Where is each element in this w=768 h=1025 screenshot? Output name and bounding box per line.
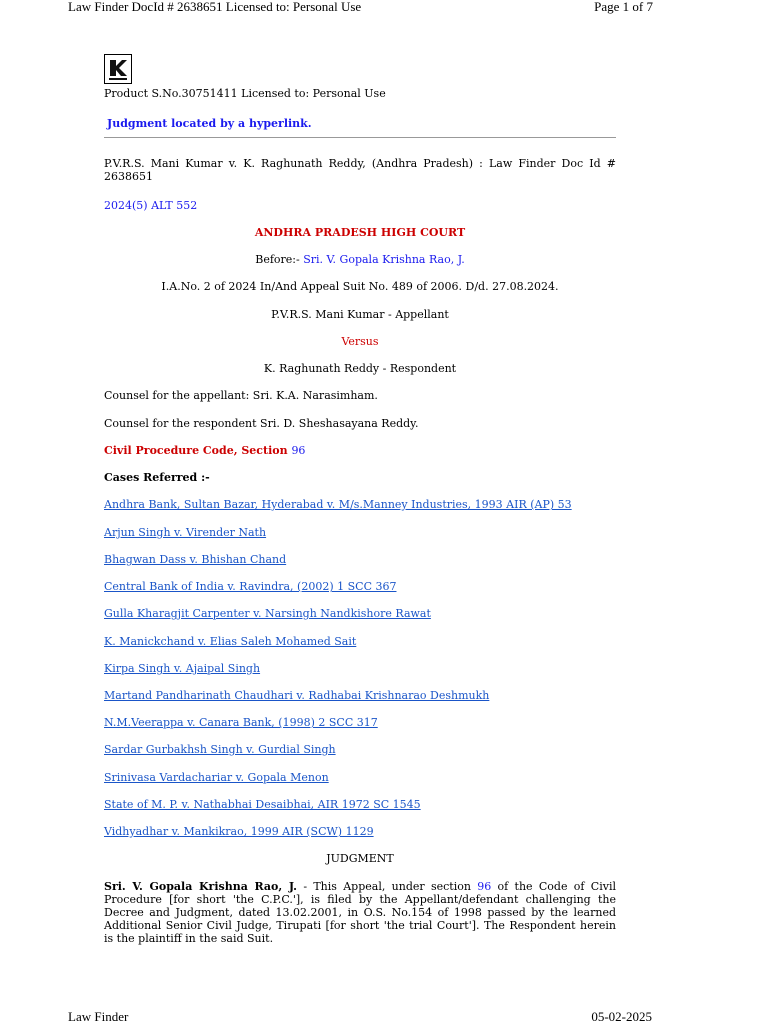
body-text-2: of the Code of Civil Procedure [for short 'the C.P.C.'], is filed by the Appellant/defendant challenging the Decree and Judgment, dated 13.02.2001, in O.S. No.154 of 1998 passed by the learned Additional Senior Civil Judge, Tirupati [for short 'the trial Court']. The Respondent herein is the plaintiff in the said Suit. <box>104 880 616 945</box>
case-number: I.A.No. 2 of 2024 In/And Appeal Suit No. 489 of 2006. D/d. 27.08.2024. <box>161 280 559 293</box>
judgment-paragraph <box>104 880 616 945</box>
case-link[interactable]: Arjun Singh v. Virender Nath <box>104 526 267 539</box>
case-link[interactable]: Srinivasa Vardachariar v. Gopala Menon <box>104 771 329 784</box>
statute-label: Civil Procedure Code, Section <box>104 444 292 457</box>
product-line: Product S.No.30751411 Licensed to: Personal Use <box>104 87 386 100</box>
before-label: Before:- <box>255 253 304 266</box>
header-page-number: Page 1 of 7 <box>594 0 653 14</box>
footer-brand: Law Finder <box>68 1009 129 1024</box>
citation-title: P.V.R.S. Mani Kumar v. K. Raghunath Reddy, (Andhra Pradesh) : Law Finder Doc Id # 2638651 <box>104 157 616 183</box>
footer-date: 05-02-2025 <box>591 1009 652 1024</box>
hyperlink-note[interactable]: Judgment located by a hyperlink. <box>107 117 312 130</box>
appellant: P.V.R.S. Mani Kumar - Appellant <box>271 308 449 321</box>
court-name: ANDHRA PRADESH HIGH COURT <box>254 226 466 239</box>
bench-line <box>104 253 616 266</box>
case-link[interactable]: Sardar Gurbakhsh Singh v. Gurdial Singh <box>104 743 336 756</box>
case-link[interactable]: Kirpa Singh v. Ajaipal Singh <box>104 662 261 675</box>
cases-referred-label: Cases Referred :- <box>104 471 210 484</box>
counsel-appellant: Counsel for the appellant: Sri. K.A. Narasimham. <box>104 389 378 402</box>
versus: Versus <box>341 335 379 348</box>
divider <box>104 137 616 138</box>
statute-line <box>104 444 616 457</box>
body-text-1: - This Appeal, under section <box>297 880 478 893</box>
judgment-heading: JUDGMENT <box>326 852 394 865</box>
chawla-logo-icon <box>104 54 132 84</box>
statute-section-link[interactable]: 96 <box>291 444 306 457</box>
body-judge-name: Sri. V. Gopala Krishna Rao, J. <box>104 880 297 893</box>
report-citation: 2024(5) ALT 552 <box>104 199 198 212</box>
header-doc-info: Law Finder DocId # 2638651 Licensed to: Personal Use <box>68 0 362 14</box>
case-link[interactable]: Gulla Kharagjit Carpenter v. Narsingh Nandkishore Rawat <box>104 607 431 620</box>
judge-name: Sri. V. Gopala Krishna Rao, J. <box>303 253 465 266</box>
case-link[interactable]: State of M. P. v. Nathabhai Desaibhai, AIR 1972 SC 1545 <box>104 798 421 811</box>
counsel-respondent: Counsel for the respondent Sri. D. Sheshasayana Reddy. <box>104 417 419 430</box>
case-link[interactable]: Andhra Bank, Sultan Bazar, Hyderabad v. M/s.Manney Industries, 1993 AIR (AP) 53 <box>104 498 572 511</box>
case-link[interactable]: K. Manickchand v. Elias Saleh Mohamed Sait <box>104 635 357 648</box>
case-link[interactable]: N.M.Veerappa v. Canara Bank, (1998) 2 SCC 317 <box>104 716 378 729</box>
case-link[interactable]: Vidhyadhar v. Mankikrao, 1999 AIR (SCW) 1129 <box>104 825 374 838</box>
case-link[interactable]: Martand Pandharinath Chaudhari v. Radhabai Krishnarao Deshmukh <box>104 689 490 702</box>
respondent: K. Raghunath Reddy - Respondent <box>263 362 457 375</box>
body-section-link[interactable]: 96 <box>477 880 492 893</box>
case-link[interactable]: Central Bank of India v. Ravindra, (2002) 1 SCC 367 <box>104 580 397 593</box>
case-link[interactable]: Bhagwan Dass v. Bhishan Chand <box>104 553 287 566</box>
